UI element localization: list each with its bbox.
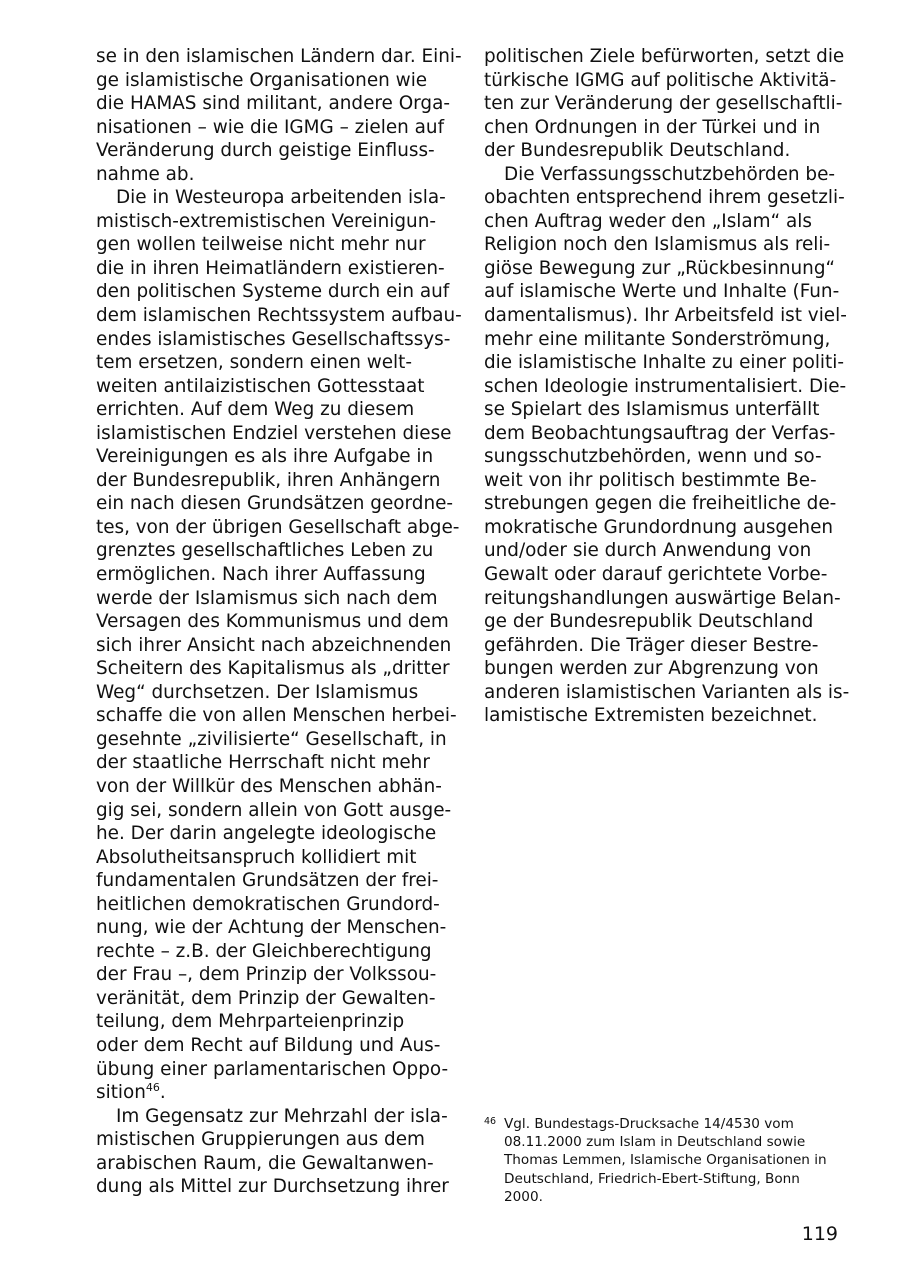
text-line: der Frau –, dem Prinzip der Volkssou- [96, 964, 437, 986]
text-line: schen Ideologie instrumentalisiert. Die- [484, 375, 847, 397]
text-line: der Bundesrepublik Deutschland. [484, 140, 791, 162]
text-line: Vereinigungen es als ihre Aufgabe in [96, 446, 434, 468]
footnote-body [484, 1115, 840, 1206]
text-line: bungen werden zur Abgrenzung von [484, 658, 819, 680]
text-line: Absolutheitsanspruch kollidiert mit [96, 846, 417, 868]
text-line: weiten antilaizistischen Gottesstaat [96, 375, 425, 397]
text-line: ge der Bundesrepublik Deutschland [484, 611, 814, 633]
text-line-with-footnote [96, 1081, 448, 1105]
text-line: he. Der darin angelegte ideologische [96, 823, 437, 845]
text-line: übung einer parlamentarischen Oppo- [96, 1058, 449, 1080]
text-line: Versagen des Kommunismus und dem [96, 611, 449, 633]
text-line: islamistischen Endziel verstehen diese [96, 422, 452, 444]
text-line: chen Auftrag weder den „Islam“ als [484, 210, 812, 232]
paragraph-start-line: Im Gegensatz zur Mehrzahl der isla- [116, 1105, 448, 1127]
text-line: se Spielart des Islamismus unterfällt [484, 399, 820, 421]
text-line: dem islamischen Rechtssystem aufbau- [96, 305, 462, 327]
text-line: gesehnte „zivilisierte“ Gesellschaft, in [96, 728, 447, 750]
text-line: gig sei, sondern allein von Gott ausge- [96, 799, 452, 821]
text-line: mistischen Gruppierungen aus dem [96, 1129, 425, 1151]
text-line: Weg“ durchsetzen. Der Islamismus [96, 681, 419, 703]
text-line: von der Willkür des Menschen abhän- [96, 775, 442, 797]
text-line: arabischen Raum, die Gewaltanwen- [96, 1152, 434, 1174]
footnote-line: 2000. [504, 1188, 543, 1205]
text-line: sungsschutzbehörden, wenn und so- [484, 446, 822, 468]
text-line: auf islamische Werte und Inhalte (Fun- [484, 281, 840, 303]
text-line: gefährden. Die Träger dieser Bestre- [484, 634, 819, 656]
text-line: weit von ihr politisch bestimmte Be- [484, 469, 817, 491]
footnote-line: 08.11.2000 zum Islam in Deutschland sowie [504, 1134, 806, 1151]
text-line: mehr eine militante Sonderströmung, [484, 328, 831, 350]
paragraph-start-line: Die Verfassungsschutzbehörden be- [504, 163, 836, 185]
text-line: mistisch-extremistischen Vereinigun- [96, 210, 436, 232]
text-line: dung als Mittel zur Durchsetzung ihrer [96, 1176, 449, 1198]
line-end: . [159, 1082, 166, 1104]
text-line: die HAMAS sind militant, andere Orga- [96, 93, 450, 115]
text-line: nahme ab. [96, 163, 195, 185]
text-line: der Bundesrepublik, ihren Anhängern [96, 469, 441, 491]
text-line: nung, wie der Achtung der Menschen- [96, 917, 447, 939]
page-number: 119 [801, 1223, 838, 1245]
text-line: anderen islamistischen Varianten als is- [484, 681, 850, 703]
text-line: Veränderung durch geistige Einfluss- [96, 140, 435, 162]
text-line: ge islamistische Organisationen wie [96, 69, 428, 91]
line-text: sition [96, 1082, 146, 1104]
text-line: ermöglichen. Nach ihrer Auffassung [96, 564, 426, 586]
text-line: ten zur Veränderung der gesellschaftli- [484, 93, 843, 115]
text-line: tes, von der übrigen Gesellschaft abge- [96, 516, 460, 538]
text-line: errichten. Auf dem Weg zu diesem [96, 399, 415, 421]
text-line: Religion noch den Islamismus als reli- [484, 234, 831, 256]
text-line: türkische IGMG auf politische Aktivitä- [484, 69, 837, 91]
text-line: Scheitern des Kapitalismus als „dritter [96, 658, 450, 680]
paragraph-start-line: Die in Westeuropa arbeitenden isla- [116, 187, 446, 209]
text-line: mokratische Grundordnung ausgehen [484, 516, 834, 538]
footnote-line: Thomas Lemmen, Islamische Organisationen in [504, 1152, 827, 1169]
text-line: die in ihren Heimatländern existieren- [96, 257, 445, 279]
text-line: ein nach diesen Grundsätzen geordne- [96, 493, 454, 515]
footnote-line: Deutschland, Friedrich-Ebert-Stiftung, Bonn [504, 1170, 800, 1187]
text-line: politischen Ziele befürworten, setzt die [484, 46, 845, 67]
left-column [96, 45, 462, 1199]
text-line: den politischen Systeme durch ein auf [96, 281, 450, 303]
text-line: tem ersetzen, sondern einen welt- [96, 352, 413, 374]
text-line: chen Ordnungen in der Türkei und in [484, 116, 821, 138]
text-line: Gewalt oder darauf gerichtete Vorbe- [484, 564, 828, 586]
text-line: nisationen – wie die IGMG – zielen auf [96, 116, 445, 138]
footnote-line: Vgl. Bundestags-Drucksache 14/4530 vom [504, 1116, 794, 1132]
text-line: obachten entsprechend ihrem gesetzli- [484, 187, 845, 209]
text-line: lamistische Extremisten bezeichnet. [484, 705, 818, 727]
footnote-reference: 46 [145, 1081, 160, 1095]
right-column [484, 45, 850, 728]
text-line: schaffe die von allen Menschen herbei- [96, 705, 457, 727]
text-line: giöse Bewegung zur „Rückbesinnung“ [484, 257, 836, 279]
text-line: endes islamistisches Gesellschaftssys- [96, 328, 451, 350]
text-line: werde der Islamismus sich nach dem [96, 587, 438, 609]
text-line: und/oder sie durch Anwendung von [484, 540, 812, 562]
text-line: damentalismus). Ihr Arbeitsfeld ist viel- [484, 305, 847, 327]
text-line: se in den islamischen Ländern dar. Eini- [96, 46, 462, 67]
text-line: rechte – z.B. der Gleichberechtigung [96, 940, 432, 962]
text-line: dem Beobachtungsauftrag der Verfas- [484, 422, 836, 444]
text-line: die islamistische Inhalte zu einer politi- [484, 352, 844, 374]
text-line: teilung, dem Mehrparteienprinzip [96, 1011, 405, 1033]
footnote [484, 1115, 840, 1206]
text-line: der staatliche Herrschaft nicht mehr [96, 752, 430, 774]
text-line: heitlichen demokratischen Grundord- [96, 893, 440, 915]
text-line: veränität, dem Prinzip der Gewalten- [96, 987, 436, 1009]
text-line: fundamentalen Grundsätzen der frei- [96, 870, 439, 892]
text-line: gen wollen teilweise nicht mehr nur [96, 234, 426, 256]
text-line: reitungshandlungen auswärtige Belan- [484, 587, 841, 609]
text-line: strebungen gegen die freiheitliche de- [484, 493, 837, 515]
text-line: sich ihrer Ansicht nach abzeichnenden [96, 634, 452, 656]
footnote-number: 46 [484, 1116, 497, 1127]
text-line: grenztes gesellschaftliches Leben zu [96, 540, 434, 562]
text-line: oder dem Recht auf Bildung und Aus- [96, 1034, 441, 1056]
